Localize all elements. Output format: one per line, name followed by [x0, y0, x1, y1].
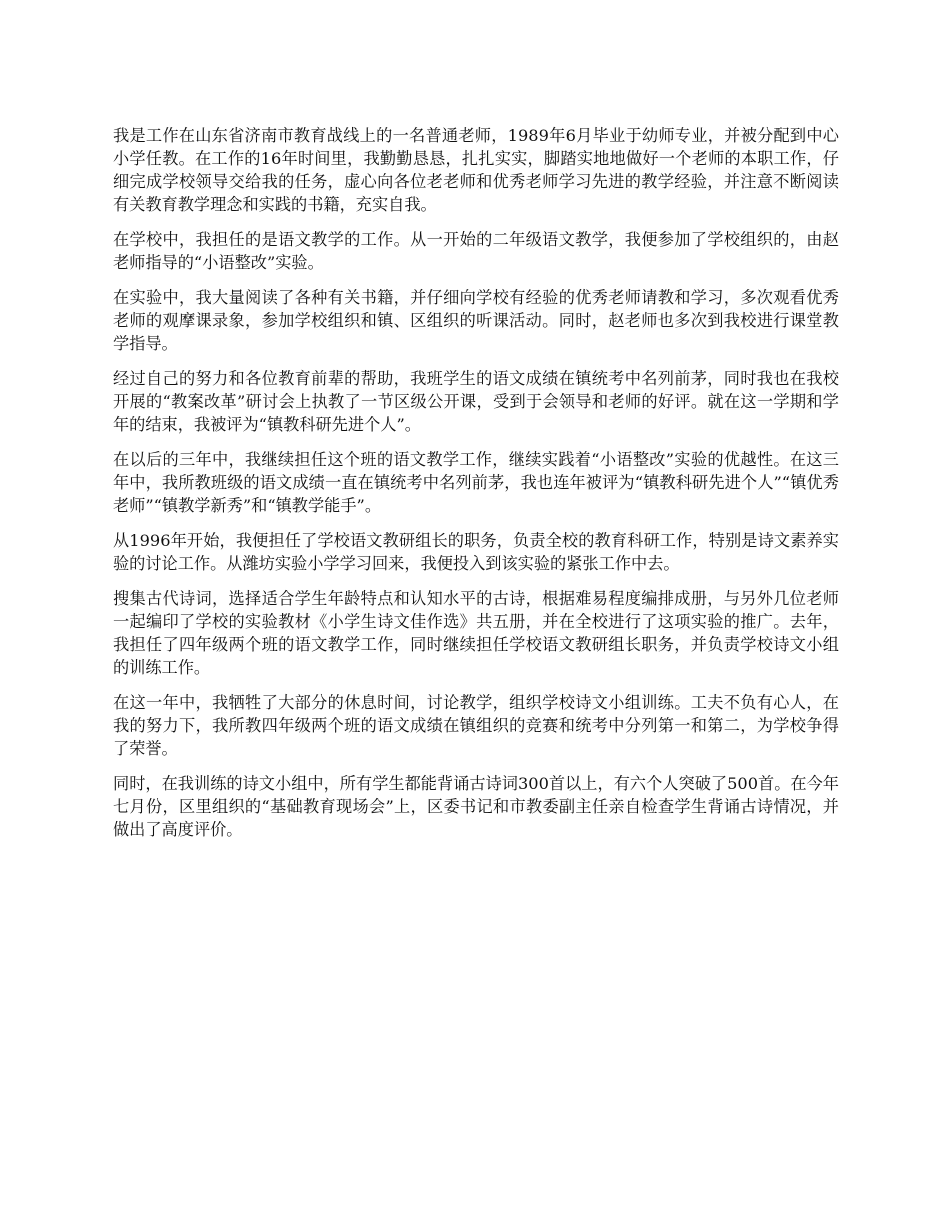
paragraph-8: 在这一年中，我牺牲了大部分的休息时间，讨论教学，组织学校诗文小组训练。工夫不负有心人，在我的努力下，我所教四年级两个班的语文成绩在镇组织的竞赛和统考中分列第一和第二，为学校争得了荣誉。 — [113, 693, 839, 758]
paragraph-3: 在实验中，我大量阅读了各种有关书籍，并仔细向学校有经验的优秀老师请教和学习，多次观看优秀老师的观摩课录象，参加学校组织和镇、区组织的听课活动。同时，赵老师也多次到我校进行课堂教学指导。 — [113, 288, 839, 353]
paragraph-4: 经过自己的努力和各位教育前辈的帮助，我班学生的语文成绩在镇统考中名列前茅，同时我也在我校开展的“教案改革”研讨会上执教了一节区级公开课，受到于会领导和老师的好评。就在这一学期和学年的结束，我被评为“镇教科研先进个人”。 — [113, 369, 839, 434]
paragraph-7: 搜集古代诗词，选择适合学生年龄特点和认知水平的古诗，根据难易程度编排成册，与另外几位老师一起编印了学校的实验教材《小学生诗文佳作选》共五册，并在全校进行了这项实验的推广。去年，我担任了四年级两个班的语文教学工作，同时继续担任学校语文教研组长职务，并负责学校诗文小组的训练工作。 — [113, 589, 839, 677]
paragraph-5: 在以后的三年中，我继续担任这个班的语文教学工作，继续实践着“小语整改”实验的优越性。在这三年中，我所教班级的语文成绩一直在镇统考中名列前茅，我也连年被评为“镇教科研先进个人”“镇优秀老师”“镇教学新秀”和“镇教学能手”。 — [113, 450, 839, 515]
document-body — [113, 124, 839, 853]
paragraph-1: 我是工作在山东省济南市教育战线上的一名普通老师，1989年6月毕业于幼师专业，并被分配到中心小学任教。在工作的16年时间里，我勤勤恳恳，扎扎实实，脚踏实地地做好一个老师的本职工作，仔细完成学校领导交给我的任务，虚心向各位老老师和优秀老师学习先进的教学经验，并注意不断阅读有关教育教学理念和实践的书籍，充实自我。 — [113, 126, 839, 214]
paragraph-2: 在学校中，我担任的是语文教学的工作。从一开始的二年级语文教学，我便参加了学校组织的，由赵老师指导的“小语整改”实验。 — [113, 230, 839, 272]
paragraph-6: 从1996年开始，我便担任了学校语文教研组长的职务，负责全校的教育科研工作，特别是诗文素养实验的讨论工作。从潍坊实验小学学习回来，我便投入到该实验的紧张工作中去。 — [113, 531, 839, 573]
paragraph-9: 同时，在我训练的诗文小组中，所有学生都能背诵古诗词300首以上，有六个人突破了500首。在今年七月份，区里组织的“基础教育现场会”上，区委书记和市教委副主任亲自检查学生背诵古诗情况，并做出了高度评价。 — [113, 774, 839, 839]
